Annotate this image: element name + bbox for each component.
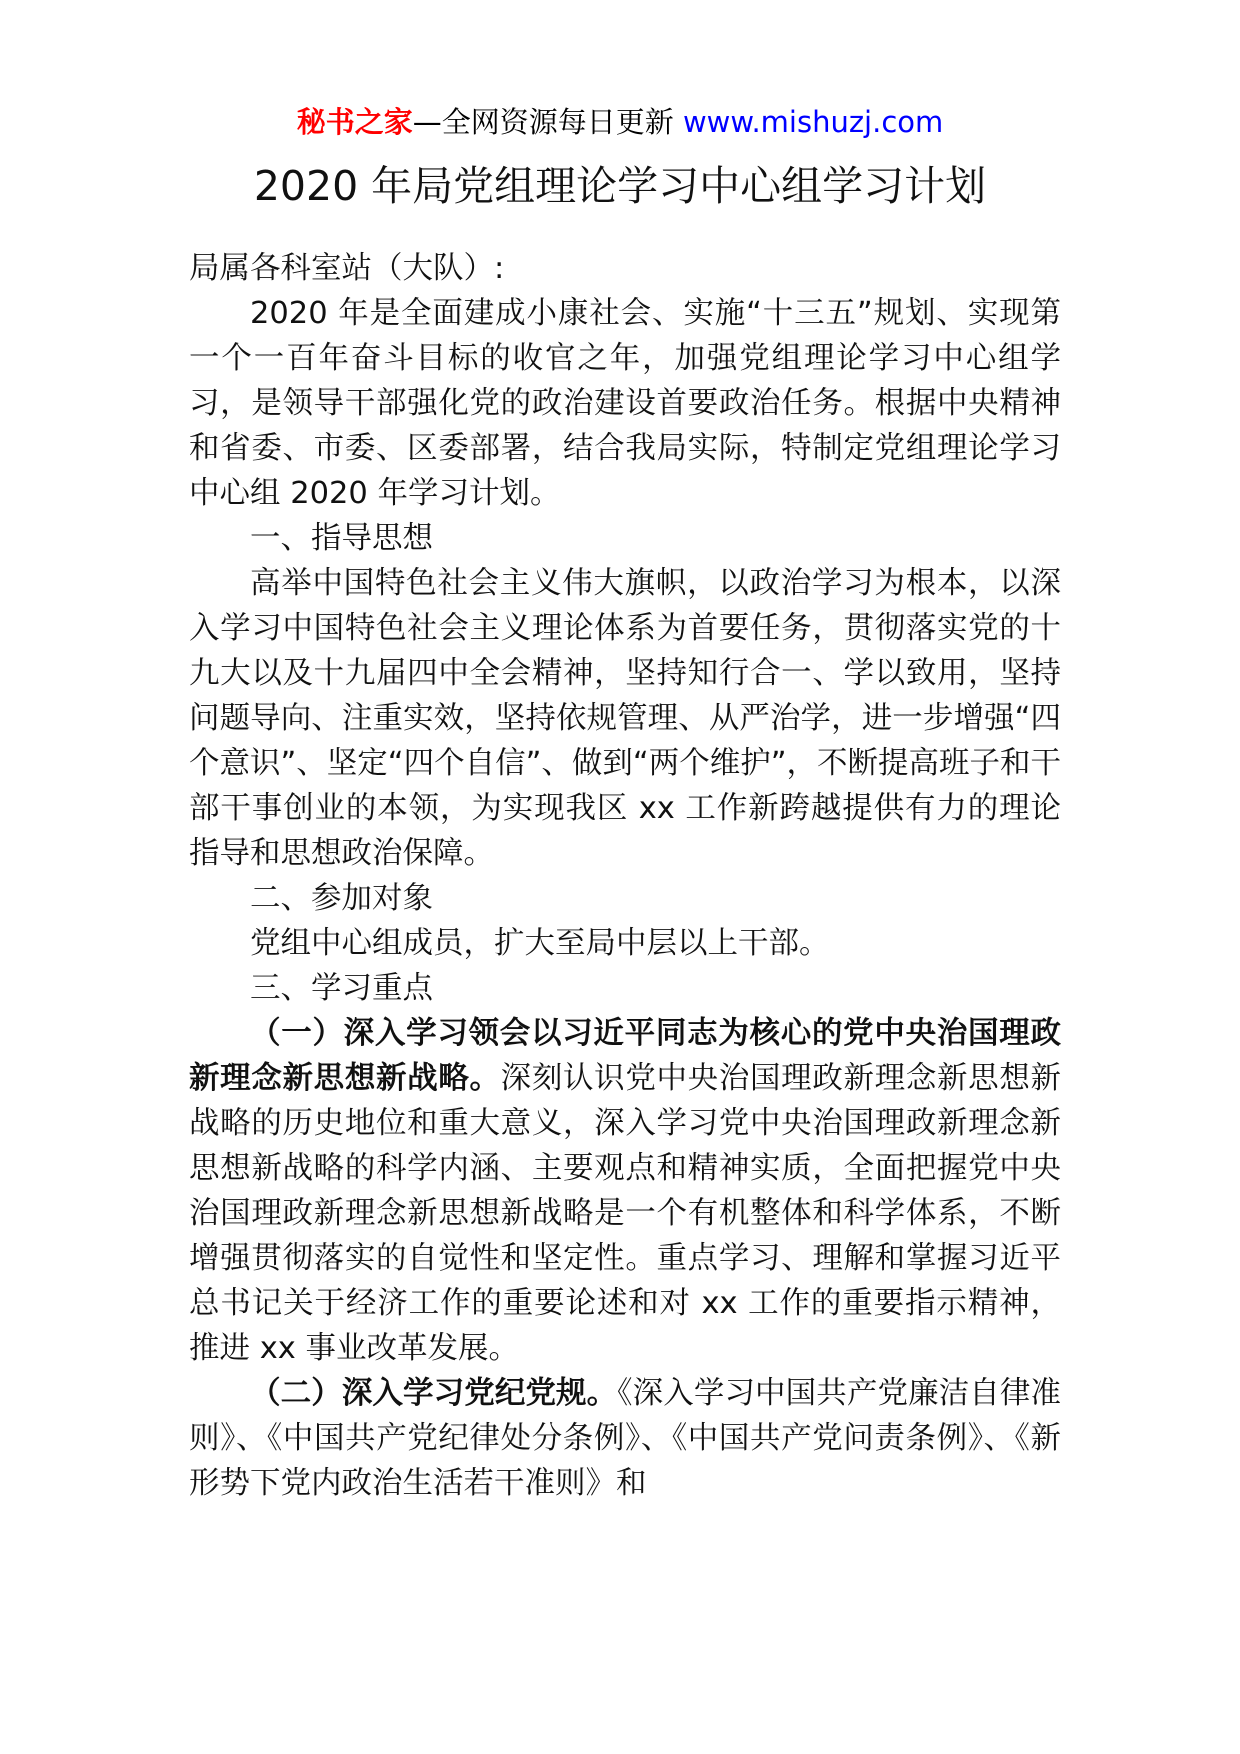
site-header bbox=[0, 102, 1240, 142]
salutation: 局属各科室站（大队）: bbox=[189, 251, 505, 286]
guiding-ideology-paragraph: 高举中国特色社会主义伟大旗帜，以政治学习为根本，以深入学习中国特色社会主义理论体系为首要任务，贯彻落实党的十九大以及十九届四中全会精神，坚持知行合一、学以致用，坚持问题导向、注重实效，坚持依规管理、从严治学，进一步增强“四个意识”、坚定“四个自信”、做到“两个维护”，不断提高班子和干部干事创业的本领，为实现我区 xx 工作新跨越提供有力的理论指导和思想政治保障。 bbox=[189, 566, 1062, 871]
study-focus-item-1-heading: （一）深入学习领会以习近平同志为核心的党中央治国理政新理念新思想新战略。 bbox=[189, 1016, 1061, 1096]
section-heading-participants: 二、参加对象 bbox=[250, 881, 433, 916]
study-focus-item-1 bbox=[189, 1011, 1061, 1371]
site-url-link[interactable]: www.mishuzj.com bbox=[682, 105, 944, 139]
study-focus-item-2-heading: （二）深入学习党纪党规。 bbox=[250, 1376, 618, 1411]
study-focus-item-1-text: 深刻认识党中央治国理政新理念新思想新战略的历史地位和重大意义，深入学习党中央治国理政新理念新思想新战略的科学内涵、主要观点和精神实质，全面把握党中央治国理政新理念新思想新战略是一个有机整体和科学体系，不断增强贯彻落实的自觉性和坚定性。重点学习、理解和掌握习近平总书记关于经济工作的重要论述和对 xx 工作的重要指示精神，推进 xx 事业改革发展。 bbox=[189, 1061, 1062, 1366]
site-slogan: —全网资源每日更新 bbox=[412, 105, 683, 139]
section-heading-guiding-ideology: 一、指导思想 bbox=[250, 521, 433, 556]
site-brand: 秘书之家 bbox=[296, 105, 413, 139]
document-title: 2020 年局党组理论学习中心组学习计划 bbox=[253, 162, 987, 210]
study-focus-item-2-text: 《深入学习中国共产党廉洁自律准则》、《中国共产党纪律处分条例》、《中国共产党问责条例》、《新形势下党内政治生活若干准则》和 bbox=[189, 1376, 1062, 1501]
study-focus-item-2 bbox=[189, 1371, 1061, 1506]
document-body bbox=[189, 246, 1061, 1506]
section-heading-study-focus: 三、学习重点 bbox=[250, 971, 433, 1006]
participants-paragraph: 党组中心组成员，扩大至局中层以上干部。 bbox=[250, 926, 830, 961]
intro-paragraph: 2020 年是全面建成小康社会、实施“十三五”规划、实现第一个一百年奋斗目标的收官之年，加强党组理论学习中心组学习，是领导干部强化党的政治建设首要政治任务。根据中央精神和省委、市委、区委部署，结合我局实际，特制定党组理论学习中心组 2020 年学习计划。 bbox=[189, 296, 1061, 511]
